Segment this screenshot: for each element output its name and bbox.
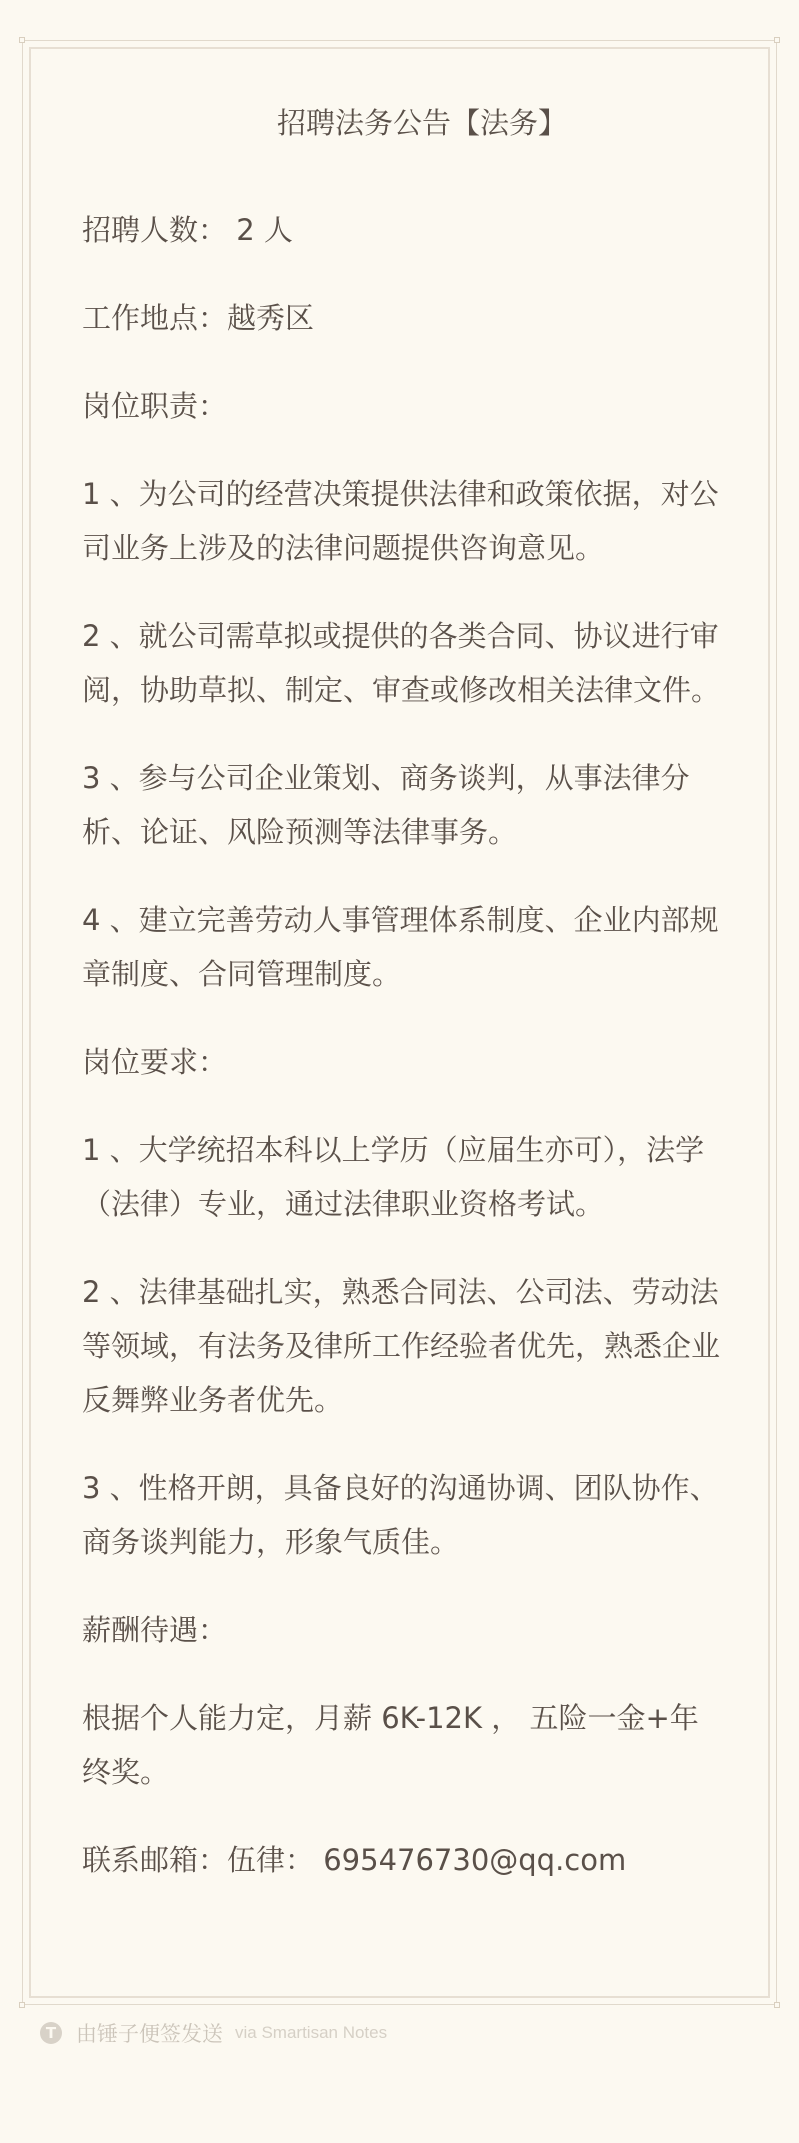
smartisan-t-icon: T xyxy=(40,2022,62,2044)
note-paragraph: 1 、为公司的经营决策提供法律和政策依据，对公司业务上涉及的法律问题提供咨询意见。 xyxy=(82,477,719,565)
footer-signature xyxy=(40,2015,387,2051)
note-paragraph: 2 、就公司需草拟或提供的各类合同、协议进行审阅，协助草拟、制定、审查或修改相关法律文件。 xyxy=(82,619,721,707)
note-paragraph: 2 、法律基础扎实，熟悉合同法、公司法、劳动法等领域，有法务及律所工作经验者优先，熟悉企业反舞弊业务者优先。 xyxy=(82,1275,721,1417)
note-paragraph: 招聘人数： 2 人 xyxy=(82,213,293,247)
note-paragraph: 薪酬待遇： xyxy=(82,1613,228,1647)
frame-corner-bottom-left xyxy=(19,2002,25,2008)
note-paragraph: 岗位职责： xyxy=(82,389,228,423)
note-paragraph: 3 、参与公司企业策划、商务谈判，从事法律分析、论证、风险预测等法律事务。 xyxy=(82,761,690,849)
note-title: 招聘法务公告【法务】 xyxy=(276,106,567,140)
note-paragraph: 1 、大学统招本科以上学历（应届生亦可），法学（法律）专业，通过法律职业资格考试。 xyxy=(82,1133,705,1221)
note-paragraph: 根据个人能力定，月薪 6K-12K ， 五险一金+年终奖。 xyxy=(82,1701,699,1789)
frame-corner-top-left xyxy=(19,37,25,43)
frame-corner-bottom-right xyxy=(774,2002,780,2008)
note-content xyxy=(82,95,722,1921)
note-paragraph-email: 联系邮箱：伍律： 695476730@qq.com xyxy=(82,1843,627,1877)
note-paragraph: 岗位要求： xyxy=(82,1045,228,1079)
footer-sublabel: via Smartisan Notes xyxy=(235,2023,388,2042)
frame-corner-top-right xyxy=(774,37,780,43)
note-paragraph: 3 、性格开朗，具备良好的沟通协调、团队协作、商务谈判能力，形象气质佳。 xyxy=(82,1471,719,1559)
note-paragraph: 工作地点：越秀区 xyxy=(82,301,315,335)
footer-label: 由锤子便签发送 xyxy=(76,2022,223,2046)
note-paragraph: 4 、建立完善劳动人事管理体系制度、企业内部规章制度、合同管理制度。 xyxy=(82,903,719,991)
